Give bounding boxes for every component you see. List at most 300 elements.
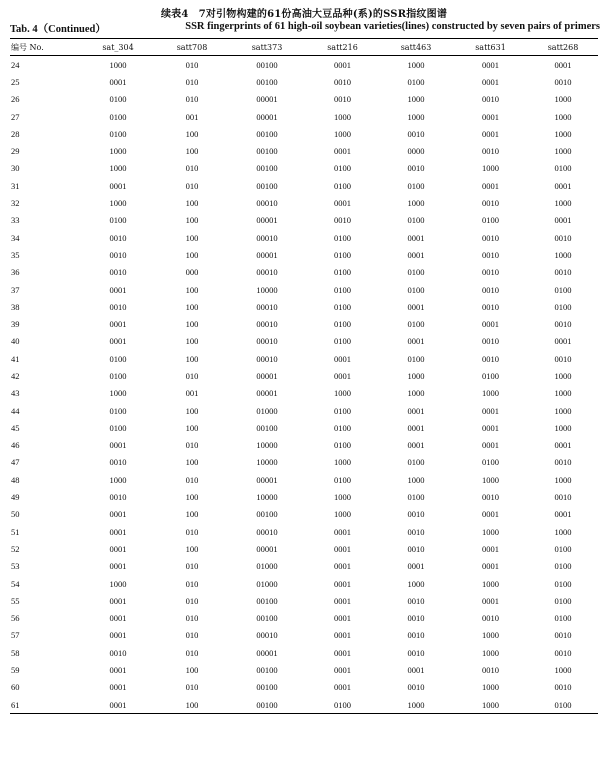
fingerprint-cell: 0010: [109, 457, 127, 468]
fingerprint-cell: 0100: [334, 180, 351, 191]
fingerprint-cell: 0100: [554, 163, 572, 174]
fingerprint-cell: 0010: [554, 630, 572, 641]
fingerprint-cell: 00010: [256, 630, 278, 641]
table-header-row: [10, 39, 598, 56]
row-number-cell: 37: [11, 284, 20, 295]
row-number-cell: 51: [11, 526, 20, 537]
fingerprint-cell: 00100: [256, 595, 278, 606]
fingerprint-cell: 1000: [554, 94, 572, 105]
fingerprint-cell: 00100: [256, 146, 278, 157]
fingerprint-cell: 0001: [109, 682, 127, 693]
fingerprint-cell: 1000: [554, 388, 572, 399]
table-title-english: [10, 21, 600, 36]
fingerprint-cell: 1000: [334, 388, 351, 399]
row-number-cell: 42: [11, 370, 20, 381]
fingerprint-cell: 001: [185, 111, 199, 122]
fingerprint-cell: 1000: [453, 696, 528, 714]
fingerprint-cell: 0010: [554, 682, 572, 693]
fingerprint-cell: 00010: [256, 301, 278, 312]
fingerprint-cell: 1000: [334, 128, 351, 139]
fingerprint-cell: 0001: [482, 59, 499, 70]
fingerprint-cell: 00010: [256, 267, 278, 278]
fingerprint-cell: 0010: [407, 595, 425, 606]
fingerprint-cell: 00100: [256, 665, 278, 676]
fingerprint-cell: 1000: [482, 578, 499, 589]
fingerprint-cell: 0100: [109, 405, 127, 416]
fingerprint-cell: 00001: [256, 543, 278, 554]
fingerprint-cell: 0001: [407, 561, 425, 572]
fingerprint-cell: 0010: [482, 146, 499, 157]
fingerprint-cell: 0100: [334, 405, 351, 416]
fingerprint-cell: 010: [185, 526, 199, 537]
fingerprint-cell: 0001: [109, 595, 127, 606]
fingerprint-cell: 010: [185, 682, 199, 693]
table-row: [10, 315, 598, 332]
fingerprint-cell: 0001: [334, 543, 351, 554]
fingerprint-cell: 100: [185, 422, 199, 433]
fingerprint-cell: 100: [156, 696, 228, 714]
fingerprint-cell: 0100: [109, 94, 127, 105]
fingerprint-cell: 1000: [109, 146, 127, 157]
fingerprint-cell: 1000: [407, 370, 425, 381]
fingerprint-cell: 00010: [256, 232, 278, 243]
fingerprint-cell: 0010: [109, 301, 127, 312]
fingerprint-cell: 0010: [109, 492, 127, 503]
row-number-cell: 50: [11, 509, 20, 520]
ssr-fingerprint-table: [10, 38, 598, 714]
fingerprint-cell: 0010: [482, 94, 499, 105]
fingerprint-cell: 010: [185, 440, 199, 451]
row-number-cell: 33: [11, 215, 20, 226]
fingerprint-cell: 100: [185, 336, 199, 347]
fingerprint-cell: 0010: [407, 509, 425, 520]
fingerprint-cell: 010: [185, 647, 199, 658]
fingerprint-cell: 1000: [554, 198, 572, 209]
fingerprint-cell: 0001: [80, 696, 156, 714]
row-number-cell: 36: [11, 267, 20, 278]
fingerprint-cell: 00100: [256, 422, 278, 433]
fingerprint-cell: 00100: [256, 59, 278, 70]
fingerprint-cell: 100: [185, 405, 199, 416]
fingerprint-cell: 0100: [528, 696, 598, 714]
fingerprint-cell: 0001: [109, 543, 127, 554]
fingerprint-cell: 0100: [554, 284, 572, 295]
fingerprint-cell: 0100: [334, 163, 351, 174]
fingerprint-cell: 0001: [482, 440, 499, 451]
fingerprint-cell: 0010: [407, 128, 425, 139]
fingerprint-cell: 0001: [334, 526, 351, 537]
row-number-cell: 56: [11, 613, 20, 624]
fingerprint-cell: 1000: [554, 474, 572, 485]
fingerprint-cell: 1000: [482, 526, 499, 537]
fingerprint-cell: 0100: [109, 353, 127, 364]
fingerprint-cell: 010: [185, 630, 199, 641]
fingerprint-cell: 1000: [407, 94, 425, 105]
fingerprint-cell: 0100: [554, 543, 572, 554]
fingerprint-cell: 100: [185, 543, 199, 554]
fingerprint-cell: 0001: [334, 578, 351, 589]
fingerprint-cell: 0001: [407, 301, 425, 312]
fingerprint-cell: 100: [185, 232, 199, 243]
fingerprint-cell: 0001: [109, 526, 127, 537]
fingerprint-cell: 0010: [407, 526, 425, 537]
fingerprint-cell: 1000: [407, 198, 425, 209]
fingerprint-cell: 1000: [554, 405, 572, 416]
fingerprint-cell: 1000: [109, 388, 127, 399]
fingerprint-cell: 0010: [407, 630, 425, 641]
fingerprint-cell: 0100: [334, 301, 351, 312]
table-row: [10, 454, 598, 471]
fingerprint-cell: 0100: [407, 457, 425, 468]
table-title-chinese: 续表4 7对引物构建的61份高油大豆品种(系)的SSR指纹图谱: [160, 9, 448, 20]
fingerprint-cell: 1000: [109, 198, 127, 209]
fingerprint-cell: 0010: [482, 301, 499, 312]
fingerprint-cell: 0010: [407, 543, 425, 554]
fingerprint-cell: 1000: [407, 59, 425, 70]
table-row: [10, 471, 598, 488]
row-number-cell: 29: [11, 146, 20, 157]
row-number-cell: 24: [11, 59, 20, 70]
fingerprint-cell: 0001: [109, 509, 127, 520]
fingerprint-cell: 100: [185, 198, 199, 209]
fingerprint-cell: 1000: [554, 422, 572, 433]
fingerprint-cell: 1000: [334, 457, 351, 468]
fingerprint-cell: 1000: [334, 509, 351, 520]
fingerprint-cell: 0100: [407, 319, 425, 330]
fingerprint-cell: 0100: [407, 284, 425, 295]
fingerprint-cell: 0001: [407, 336, 425, 347]
fingerprint-cell: 0010: [109, 232, 127, 243]
column-header-satt463: satt463: [379, 39, 453, 56]
table-row: [10, 264, 598, 281]
fingerprint-cell: 0100: [109, 370, 127, 381]
table-row: [10, 419, 598, 436]
row-number-cell: 32: [11, 198, 20, 209]
fingerprint-cell: 0010: [482, 613, 499, 624]
fingerprint-cell: 00100: [256, 76, 278, 87]
fingerprint-cell: 10000: [256, 492, 278, 503]
table-row: [10, 229, 598, 246]
fingerprint-cell: 0001: [407, 232, 425, 243]
column-header-satt216: satt216: [306, 39, 379, 56]
fingerprint-cell: 0010: [407, 682, 425, 693]
fingerprint-cell: 0100: [109, 422, 127, 433]
fingerprint-cell: 1000: [554, 128, 572, 139]
table-row: [10, 385, 598, 402]
fingerprint-cell: 100: [185, 492, 199, 503]
fingerprint-cell: 1000: [109, 163, 127, 174]
fingerprint-cell: 0001: [109, 319, 127, 330]
fingerprint-cell: 0001: [482, 595, 499, 606]
fingerprint-cell: 00010: [256, 319, 278, 330]
fingerprint-cell: 0100: [407, 180, 425, 191]
row-number-cell: 26: [11, 94, 20, 105]
fingerprint-cell: 0010: [554, 76, 572, 87]
fingerprint-cell: 0100: [554, 561, 572, 572]
fingerprint-cell: 0100: [334, 319, 351, 330]
fingerprint-cell: 0001: [554, 215, 572, 226]
fingerprint-cell: 0001: [334, 665, 351, 676]
fingerprint-cell: 1000: [554, 111, 572, 122]
table-row: [10, 142, 598, 159]
table-row: [10, 177, 598, 194]
fingerprint-cell: 0100: [109, 215, 127, 226]
fingerprint-cell: 010: [185, 59, 199, 70]
fingerprint-cell: 0001: [482, 128, 499, 139]
table-row: [10, 610, 598, 627]
fingerprint-cell: 0100: [482, 215, 499, 226]
fingerprint-cell: 1000: [482, 630, 499, 641]
fingerprint-cell: 0010: [482, 249, 499, 260]
table-row: [10, 298, 598, 315]
fingerprint-cell: 0100: [407, 492, 425, 503]
fingerprint-cell: 1000: [554, 146, 572, 157]
fingerprint-cell: 0001: [482, 111, 499, 122]
fingerprint-cell: 00010: [256, 526, 278, 537]
fingerprint-cell: 0100: [334, 440, 351, 451]
fingerprint-cell: 10000: [256, 457, 278, 468]
fingerprint-cell: 10000: [256, 284, 278, 295]
table-row: [10, 281, 598, 298]
fingerprint-cell: 0001: [554, 336, 572, 347]
fingerprint-cell: 0100: [407, 76, 425, 87]
fingerprint-cell: 00010: [256, 198, 278, 209]
fingerprint-cell: 100: [185, 128, 199, 139]
fingerprint-cell: 00100: [256, 613, 278, 624]
fingerprint-cell: 0100: [407, 215, 425, 226]
fingerprint-cell: 0010: [334, 215, 351, 226]
fingerprint-cell: 0001: [334, 647, 351, 658]
row-number-cell: 44: [11, 405, 20, 416]
fingerprint-cell: 0001: [109, 665, 127, 676]
fingerprint-cell: 0100: [109, 128, 127, 139]
fingerprint-cell: 0001: [407, 440, 425, 451]
fingerprint-cell: 01000: [256, 561, 278, 572]
fingerprint-cell: 0010: [554, 647, 572, 658]
fingerprint-cell: 010: [185, 94, 199, 105]
fingerprint-cell: 100: [185, 457, 199, 468]
column-header-satt268: satt268: [528, 39, 598, 56]
fingerprint-cell: 0010: [482, 336, 499, 347]
fingerprint-cell: 0010: [554, 457, 572, 468]
table-row: [10, 125, 598, 142]
fingerprint-cell: 0001: [334, 595, 351, 606]
fingerprint-cell: 1000: [554, 249, 572, 260]
row-number-cell: 39: [11, 319, 20, 330]
row-number-cell: 57: [11, 630, 20, 641]
fingerprint-cell: 0100: [334, 474, 351, 485]
fingerprint-cell: 0001: [407, 422, 425, 433]
fingerprint-cell: 00100: [256, 682, 278, 693]
table-body: [10, 56, 598, 714]
fingerprint-cell: 1000: [109, 578, 127, 589]
fingerprint-cell: 1000: [407, 388, 425, 399]
fingerprint-cell: 0000: [407, 146, 425, 157]
fingerprint-cell: 1000: [554, 665, 572, 676]
fingerprint-cell: 00001: [256, 388, 278, 399]
fingerprint-cell: 100: [185, 284, 199, 295]
fingerprint-cell: 00001: [256, 215, 278, 226]
row-number-cell: 52: [11, 543, 20, 554]
fingerprint-cell: 0001: [482, 76, 499, 87]
column-header-satt631: satt631: [453, 39, 528, 56]
fingerprint-cell: 1000: [334, 492, 351, 503]
row-number-cell: 40: [11, 336, 20, 347]
fingerprint-cell: 0001: [109, 76, 127, 87]
fingerprint-cell: 1000: [334, 111, 351, 122]
fingerprint-cell: 0001: [334, 682, 351, 693]
fingerprint-cell: 0001: [407, 249, 425, 260]
fingerprint-cell: 0001: [109, 336, 127, 347]
fingerprint-cell: 0001: [109, 630, 127, 641]
fingerprint-cell: 0100: [334, 232, 351, 243]
fingerprint-cell: 0001: [334, 630, 351, 641]
fingerprint-cell: 100: [185, 319, 199, 330]
row-number-cell: 27: [11, 111, 20, 122]
fingerprint-cell: 100: [185, 146, 199, 157]
fingerprint-cell: 0001: [482, 319, 499, 330]
fingerprint-cell: 0001: [109, 284, 127, 295]
fingerprint-cell: 0100: [334, 422, 351, 433]
table-row: [10, 627, 598, 644]
fingerprint-cell: 100: [185, 249, 199, 260]
fingerprint-cell: 1000: [109, 474, 127, 485]
fingerprint-cell: 010: [185, 370, 199, 381]
fingerprint-cell: 0010: [554, 353, 572, 364]
fingerprint-cell: 1000: [482, 682, 499, 693]
fingerprint-cell: 0010: [482, 492, 499, 503]
fingerprint-cell: 0001: [109, 561, 127, 572]
fingerprint-cell: 00001: [256, 111, 278, 122]
fingerprint-cell: 1000: [407, 474, 425, 485]
fingerprint-cell: 00100: [256, 163, 278, 174]
table-row: [10, 661, 598, 678]
fingerprint-cell: 0010: [407, 647, 425, 658]
fingerprint-cell: 0001: [334, 146, 351, 157]
row-number-cell: 25: [11, 76, 20, 87]
row-number-cell: 31: [11, 180, 20, 191]
fingerprint-cell: 0010: [334, 94, 351, 105]
row-number-cell: 47: [11, 457, 20, 468]
table-row: [10, 696, 598, 714]
fingerprint-cell: 0100: [407, 267, 425, 278]
fingerprint-cell: 01000: [256, 405, 278, 416]
row-number-cell: 48: [11, 474, 20, 485]
fingerprint-cell: 010: [185, 474, 199, 485]
row-number-cell: 28: [11, 128, 20, 139]
fingerprint-cell: 0100: [482, 457, 499, 468]
fingerprint-cell: 100: [185, 509, 199, 520]
row-number-cell: 35: [11, 249, 20, 260]
table-row: [10, 333, 598, 350]
fingerprint-cell: 0001: [482, 509, 499, 520]
row-number-cell: 49: [11, 492, 20, 503]
fingerprint-cell: 010: [185, 578, 199, 589]
fingerprint-cell: 0001: [554, 509, 572, 520]
table-row: [10, 679, 598, 696]
row-number-cell: 53: [11, 561, 20, 572]
fingerprint-cell: 0010: [482, 267, 499, 278]
fingerprint-cell: 0010: [109, 249, 127, 260]
fingerprint-cell: 0010: [482, 284, 499, 295]
row-number-cell: 59: [11, 665, 20, 676]
fingerprint-cell: 0001: [109, 613, 127, 624]
row-number-cell: 55: [11, 595, 20, 606]
fingerprint-cell: 0010: [482, 232, 499, 243]
fingerprint-cell: 0010: [109, 647, 127, 658]
row-number-cell: 38: [11, 301, 20, 312]
fingerprint-cell: 000: [185, 267, 199, 278]
fingerprint-cell: 0010: [407, 613, 425, 624]
fingerprint-cell: 0010: [334, 76, 351, 87]
fingerprint-cell: 0001: [334, 370, 351, 381]
table-row: [10, 592, 598, 609]
fingerprint-cell: 1000: [554, 526, 572, 537]
fingerprint-cell: 0010: [407, 163, 425, 174]
column-header-satt708: satt708: [156, 39, 228, 56]
table-row: [10, 402, 598, 419]
table-row: [10, 56, 598, 74]
fingerprint-cell: 0100: [334, 284, 351, 295]
column-header-satt373: satt373: [228, 39, 306, 56]
row-number-cell: 61: [10, 696, 80, 714]
fingerprint-cell: 0001: [482, 561, 499, 572]
table-row: [10, 350, 598, 367]
fingerprint-cell: 0001: [407, 405, 425, 416]
table-caption: SSR fingerprints of 61 high-oil soybean varieties(lines) constructed by seven pairs of primers: [185, 21, 600, 32]
table-row: [10, 194, 598, 211]
fingerprint-cell: 0010: [554, 267, 572, 278]
fingerprint-cell: 0010: [482, 353, 499, 364]
fingerprint-cell: 100: [185, 215, 199, 226]
fingerprint-cell: 0010: [554, 319, 572, 330]
fingerprint-cell: 0001: [482, 180, 499, 191]
table-row: [10, 212, 598, 229]
fingerprint-cell: 00001: [256, 474, 278, 485]
fingerprint-cell: 0100: [334, 336, 351, 347]
row-number-cell: 60: [11, 682, 20, 693]
fingerprint-cell: 10000: [256, 440, 278, 451]
fingerprint-cell: 0001: [554, 59, 572, 70]
fingerprint-cell: 00001: [256, 249, 278, 260]
table-number: Tab. 4（Continued）: [10, 24, 106, 35]
table-row: [10, 160, 598, 177]
fingerprint-cell: 010: [185, 613, 199, 624]
table-row: [10, 437, 598, 454]
fingerprint-cell: 100: [185, 301, 199, 312]
row-number-cell: 43: [11, 388, 20, 399]
table-row: [10, 367, 598, 384]
fingerprint-cell: 0010: [109, 267, 127, 278]
fingerprint-cell: 1000: [554, 370, 572, 381]
fingerprint-cell: 0100: [554, 578, 572, 589]
table-row: [10, 246, 598, 263]
fingerprint-cell: 001: [185, 388, 199, 399]
fingerprint-cell: 00100: [256, 128, 278, 139]
fingerprint-cell: 0001: [482, 422, 499, 433]
row-number-cell: 58: [11, 647, 20, 658]
fingerprint-cell: 00001: [256, 94, 278, 105]
table-row: [10, 488, 598, 505]
row-number-cell: 41: [11, 353, 20, 364]
table-row: [10, 644, 598, 661]
fingerprint-cell: 100: [185, 665, 199, 676]
table-row: [10, 91, 598, 108]
fingerprint-cell: 01000: [256, 578, 278, 589]
table-row: [10, 73, 598, 90]
fingerprint-cell: 0001: [482, 405, 499, 416]
fingerprint-cell: 0010: [482, 665, 499, 676]
